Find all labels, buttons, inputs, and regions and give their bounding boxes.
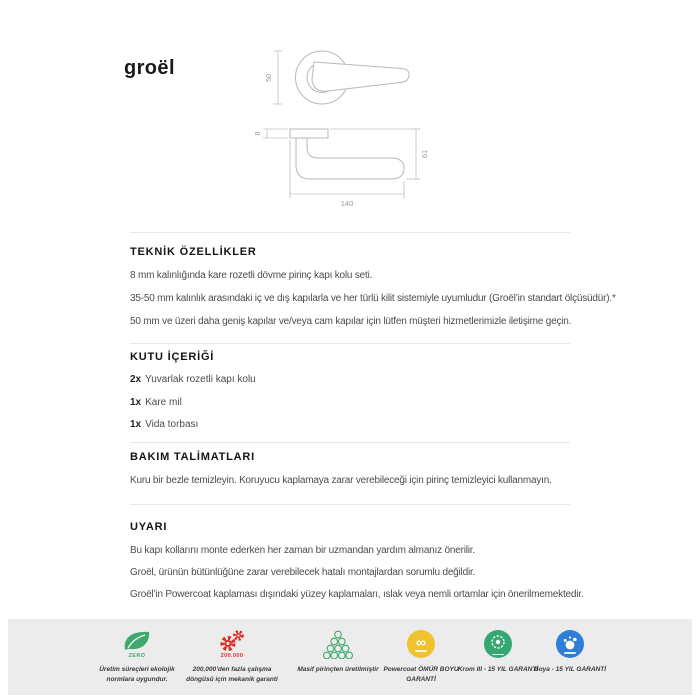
technical-paragraph: 50 mm ve üzeri daha geniş kapılar ve/veya cam kapılar için lütfen müşteri hizmetlerimizle iletişime geçin. bbox=[130, 316, 572, 327]
divider bbox=[130, 232, 570, 233]
box-content-item bbox=[130, 397, 182, 408]
powercoat-infinity-icon: ∞ bbox=[407, 630, 435, 658]
badge-label: Masif pirinçten üretilmiştir bbox=[297, 666, 379, 673]
chrome-seal-icon bbox=[484, 630, 512, 658]
warning-paragraph: Bu kapı kollarını monte ederken her zaman bir uzmandan yardım almanız önerilir. bbox=[130, 545, 475, 556]
badge-label: Powercoat ÖMÜR BOYU GARANTİ bbox=[383, 666, 459, 684]
section-warning bbox=[130, 521, 690, 533]
gears-icon bbox=[218, 629, 246, 652]
technical-paragraph: 8 mm kalınlığında kare rozetli dövme pirinç kapı kolu seti. bbox=[130, 270, 373, 281]
badge-label: Krom III - 15 YIL GARANTİ bbox=[457, 666, 539, 673]
item-quantity: 2x bbox=[130, 374, 142, 385]
item-quantity: 1x bbox=[130, 419, 142, 430]
badge-eco bbox=[87, 627, 187, 685]
warning-paragraph: Groël’in Powercoat kaplaması dışındaki yüzey kaplamaları, ıslak veya nemli ortamlar için önerilmemektedir. bbox=[130, 589, 584, 600]
divider bbox=[130, 343, 570, 344]
badge-mechanical-warranty bbox=[182, 627, 282, 685]
section-heading-technical: TEKNİK ÖZELLİKLER bbox=[130, 246, 257, 258]
divider bbox=[130, 504, 570, 505]
badge-label: 200.000’den fazla çalışma döngüsü için mekanik garanti bbox=[186, 666, 278, 684]
item-label: Vida torbası bbox=[145, 419, 199, 430]
warning-paragraph: Groël, ürünün bütünlüğüne zarar verebilecek hatalı montajlardan sorumlu değildir. bbox=[130, 567, 476, 578]
svg-text:140: 140 bbox=[340, 199, 354, 208]
svg-text:50: 50 bbox=[264, 73, 273, 82]
section-heading-box-contents: KUTU İÇERİĞİ bbox=[130, 351, 215, 363]
box-content-item bbox=[130, 374, 256, 385]
svg-text:61: 61 bbox=[420, 149, 429, 159]
section-heading-warning: UYARI bbox=[130, 521, 168, 533]
section-box-contents bbox=[130, 351, 690, 363]
box-content-item bbox=[130, 419, 198, 430]
svg-text:8: 8 bbox=[253, 131, 262, 136]
badge-paint-warranty bbox=[520, 627, 620, 675]
leaf-caption: ZERO bbox=[128, 653, 146, 659]
handle-side-view bbox=[290, 129, 404, 179]
handle-front-view bbox=[296, 51, 410, 104]
item-label: Kare mil bbox=[145, 397, 182, 408]
technical-paragraph: 35-50 mm kalınlık arasındaki iç ve dış kapılarla ve her türlü kilit sistemiyle uyumludur (Groël’in standart ölçüsüdür).* bbox=[130, 293, 616, 304]
badge-label: Boya - 15 YIL GARANTİ bbox=[534, 666, 606, 673]
certification-footer bbox=[8, 619, 692, 695]
care-paragraph: Kuru bir bezle temizleyin. Koruyucu kaplamaya zarar verebileceği için pirinç temizleyici kullanmayın. bbox=[130, 475, 552, 486]
badge-label: Üretim süreçleri ekolojik normlara uygundur. bbox=[99, 666, 175, 684]
brand-logo: groël bbox=[124, 57, 175, 79]
side-view-dimension-8 bbox=[253, 129, 288, 138]
gears-caption: 200.000 bbox=[220, 653, 244, 659]
section-technical-specs bbox=[130, 246, 690, 258]
leaf-icon bbox=[122, 629, 152, 652]
front-view-dimension-50 bbox=[264, 51, 283, 104]
brass-pyramid-icon bbox=[322, 630, 354, 659]
item-label: Yuvarlak rozetli kapı kolu bbox=[145, 374, 256, 385]
handle-technical-drawing bbox=[250, 38, 440, 208]
side-view-dimension-61 bbox=[330, 129, 429, 179]
section-care-instructions bbox=[130, 451, 690, 463]
paint-splash-icon bbox=[556, 630, 584, 658]
item-quantity: 1x bbox=[130, 397, 142, 408]
divider bbox=[130, 442, 570, 443]
section-heading-care: BAKIM TALİMATLARI bbox=[130, 451, 256, 463]
